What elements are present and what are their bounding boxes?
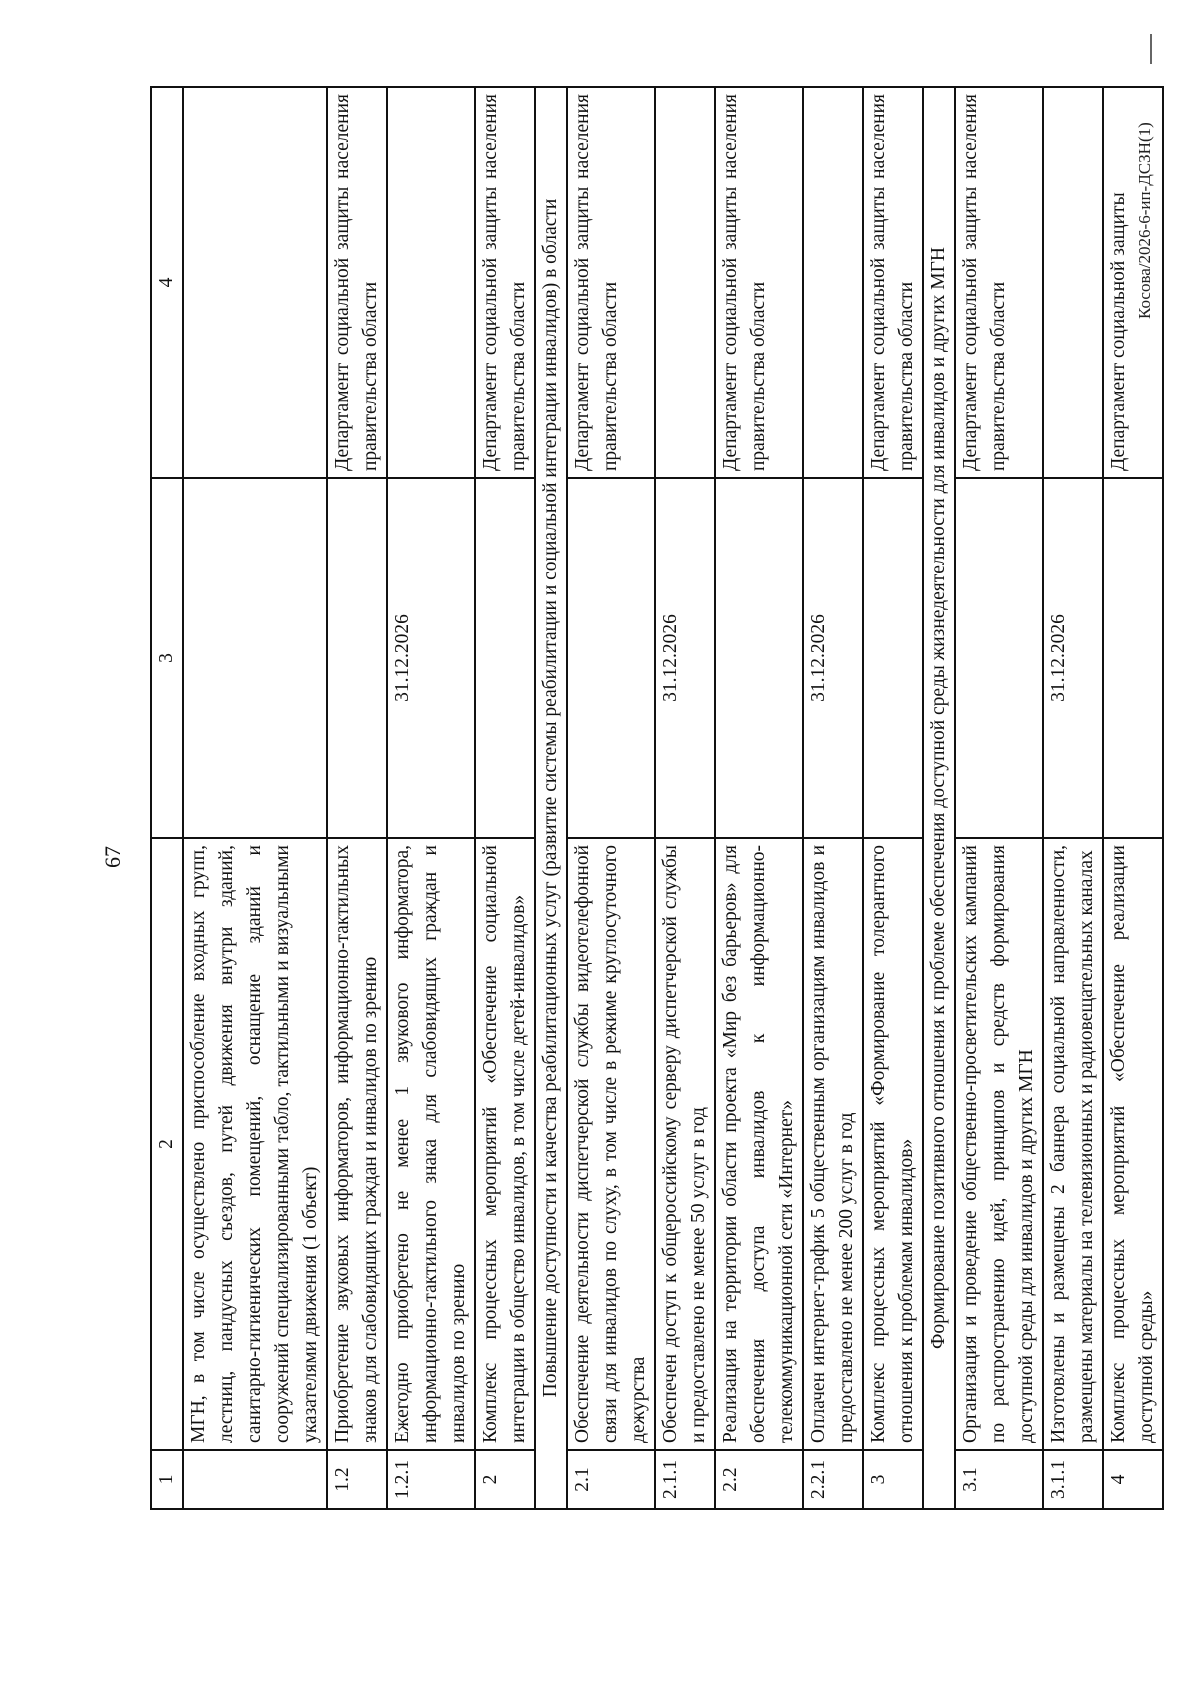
row-responsible [655,87,715,478]
row-description: Комплекс процессных мероприятий «Обеспечение реализации доступной среды» [1103,838,1163,1450]
header-col-1: 1 [151,1450,183,1509]
table-row [475,87,535,1509]
row-deadline [567,478,655,838]
measures-table [150,86,1164,1510]
row-number: 3.1.1 [1043,1450,1103,1509]
table-body [151,87,1163,1509]
row-number: 2.2 [715,1450,803,1509]
row-responsible: Департамент социальной защиты населения правительства области [955,87,1043,478]
row-responsible: Департамент социальной защиты населения правительства области [715,87,803,478]
row-deadline: 31.12.2026 [655,478,715,838]
row-number [183,1450,327,1509]
row-responsible: Департамент социальной защиты населения правительства области [863,87,923,478]
row-number: 1.2.1 [387,1450,475,1509]
row-number: 2 [475,1450,535,1509]
header-col-4: 4 [151,87,183,478]
row-number: 2.1 [567,1450,655,1509]
table-row [715,87,803,1509]
row-description: Реализация на территории области проекта «Мир без барьеров» для обеспечения доступа инвалидов к информационно-телекоммуникационной сети «Интернет» [715,838,803,1450]
corner-mark [1150,34,1152,64]
page-number: 67 [100,846,125,868]
header-col-3: 3 [151,478,183,838]
row-number: 4 [1103,1450,1163,1509]
row-number: 1.2 [327,1450,387,1509]
table-row [567,87,655,1509]
row-description: Комплекс процессных мероприятий «Обеспечение социальной интеграции в общество инвалидов, в том числе детей-инвалидов» [475,838,535,1450]
section-title: Формирование позитивного отношения к проблеме обеспечения доступной среды жизнедеятельности для инвалидов и других МГН [923,87,955,1509]
row-number: 2.1.1 [655,1450,715,1509]
row-deadline [183,478,327,838]
row-deadline [715,478,803,838]
row-deadline [475,478,535,838]
row-description: Обеспечение деятельности диспетчерской службы видеотелефонной связи для инвалидов по слуху, в том числе в режиме круглосуточного дежурства [567,838,655,1450]
row-description: Организация и проведение общественно-просветительских кампаний по распространению идей, принципов и средств формирования доступной среды для инвалидов и других МГН [955,838,1043,1450]
row-description: Оплачен интернет-трафик 5 общественным организациям инвалидов и предоставлено не менее 200 услуг в год [803,838,863,1450]
table-row [655,87,715,1509]
row-description: Приобретение звуковых информаторов, информационно-тактильных знаков для слабовидящих граждан и инвалидов по зрению [327,838,387,1450]
row-responsible [387,87,475,478]
row-responsible: Департамент социальной защиты населения правительства области [327,87,387,478]
row-responsible [183,87,327,478]
table-row [1043,87,1103,1509]
section-row [535,87,567,1509]
header-row [151,87,183,1509]
row-description: МГН, в том числе осуществлено приспособление входных групп, лестниц, пандусных съездов, путей движения внутри зданий, санитарно-гигиенических помещений, оснащение зданий и сооружений специализированными табло, тактильными и визуальными указателями движения (1 объект) [183,838,327,1450]
header-col-2: 2 [151,838,183,1450]
row-responsible: Департамент социальной защиты населения правительства области [475,87,535,478]
row-description: Обеспечен доступ к общероссийскому серверу диспетчерской службы и предоставлено не менее 50 услуг в год [655,838,715,1450]
row-responsible [803,87,863,478]
table-row [955,87,1043,1509]
row-deadline: 31.12.2026 [1043,478,1103,838]
row-deadline [863,478,923,838]
table-row [863,87,923,1509]
row-deadline: 31.12.2026 [803,478,863,838]
section-row [923,87,955,1509]
row-number: 2.2.1 [803,1450,863,1509]
table-row [387,87,475,1509]
table-row [183,87,327,1509]
table-row [327,87,387,1509]
row-number: 3.1 [955,1450,1043,1509]
row-number: 3 [863,1450,923,1509]
section-title: Повышение доступности и качества реабилитационных услуг (развитие системы реабилитации и социальной интеграции инвалидов) в области [535,87,567,1509]
row-responsible [1043,87,1103,478]
row-responsible: Департамент социальной защиты населения правительства области [567,87,655,478]
row-responsible: Департамент социальной защиты [1103,87,1163,478]
row-deadline [1103,478,1163,838]
footer-code: Косова/2026-6-ип-ДСЗН(1) [1135,122,1154,319]
row-deadline: 31.12.2026 [387,478,475,838]
row-deadline [327,478,387,838]
row-deadline [955,478,1043,838]
table-row [803,87,863,1509]
row-description: Изготовлены и размещены 2 баннера социальной направленности, размещены материалы на телевизионных и радиовещательных каналах [1043,838,1103,1450]
row-description: Комплекс процессных мероприятий «Формирование толерантного отношения к проблемам инвалидов» [863,838,923,1450]
row-description: Ежегодно приобретено не менее 1 звукового информатора, информационно-тактильного знака для слабовидящих граждан и инвалидов по зрению [387,838,475,1450]
